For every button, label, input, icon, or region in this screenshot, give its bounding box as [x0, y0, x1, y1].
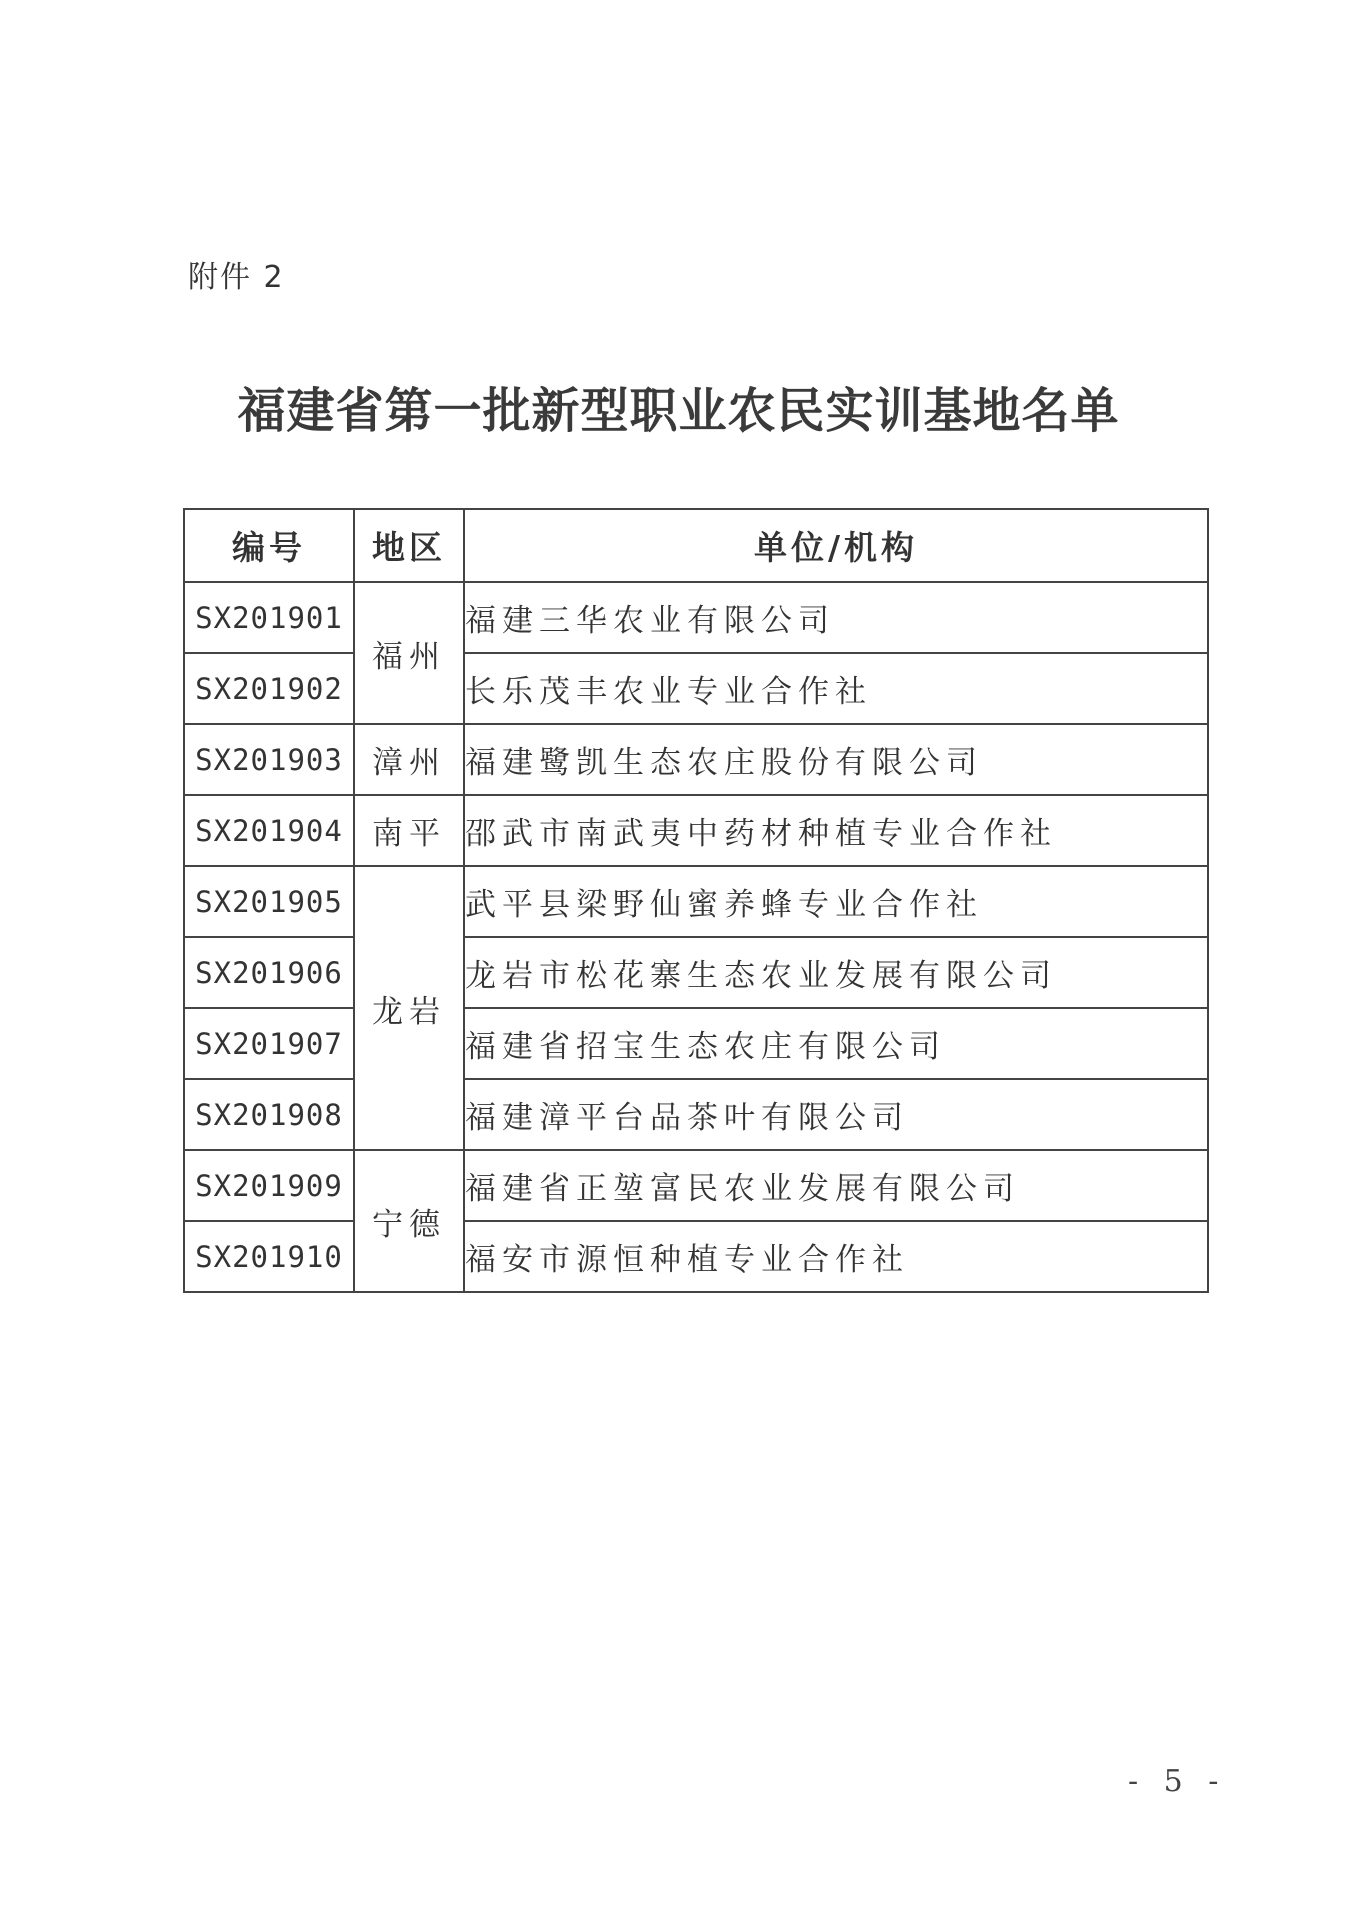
table-row: [184, 1221, 1208, 1292]
cell-id: SX201909: [184, 1150, 354, 1221]
table-body: [184, 582, 1208, 1292]
table-row: [184, 582, 1208, 653]
table-row: [184, 866, 1208, 937]
cell-organization: 邵武市南武夷中药材种植专业合作社: [464, 795, 1208, 866]
cell-region: 福州: [354, 582, 464, 724]
cell-organization: 福建省招宝生态农庄有限公司: [464, 1008, 1208, 1079]
cell-organization: 福建鹭凯生态农庄股份有限公司: [464, 724, 1208, 795]
training-base-table: [183, 508, 1209, 1293]
cell-organization: 长乐茂丰农业专业合作社: [464, 653, 1208, 724]
attachment-label: 附件 2: [188, 260, 285, 295]
table-row: [184, 1008, 1208, 1079]
cell-id: SX201903: [184, 724, 354, 795]
cell-organization: 福建漳平台品茶叶有限公司: [464, 1079, 1208, 1150]
cell-id: SX201910: [184, 1221, 354, 1292]
cell-id: SX201905: [184, 866, 354, 937]
header-organization: 单位/机构: [464, 509, 1208, 582]
table-row: [184, 1150, 1208, 1221]
table-header-row: [184, 509, 1208, 582]
cell-id: SX201906: [184, 937, 354, 1008]
table-row: [184, 795, 1208, 866]
cell-id: SX201904: [184, 795, 354, 866]
cell-organization: 武平县梁野仙蜜养蜂专业合作社: [464, 866, 1208, 937]
header-id: 编号: [184, 509, 354, 582]
cell-id: SX201901: [184, 582, 354, 653]
cell-organization: 福安市源恒种植专业合作社: [464, 1221, 1208, 1292]
page-number: - 5 -: [1128, 1764, 1227, 1799]
cell-organization: 福建省正堃富民农业发展有限公司: [464, 1150, 1208, 1221]
cell-region: 宁德: [354, 1150, 464, 1292]
cell-region: 南平: [354, 795, 464, 866]
cell-organization: 龙岩市松花寨生态农业发展有限公司: [464, 937, 1208, 1008]
cell-organization: 福建三华农业有限公司: [464, 582, 1208, 653]
table-row: [184, 724, 1208, 795]
document-title: 福建省第一批新型职业农民实训基地名单: [237, 383, 1120, 439]
header-region: 地区: [354, 509, 464, 582]
cell-region: 漳州: [354, 724, 464, 795]
cell-id: SX201907: [184, 1008, 354, 1079]
table-row: [184, 937, 1208, 1008]
cell-region: 龙岩: [354, 866, 464, 1150]
cell-id: SX201902: [184, 653, 354, 724]
table-row: [184, 653, 1208, 724]
cell-id: SX201908: [184, 1079, 354, 1150]
table-row: [184, 1079, 1208, 1150]
